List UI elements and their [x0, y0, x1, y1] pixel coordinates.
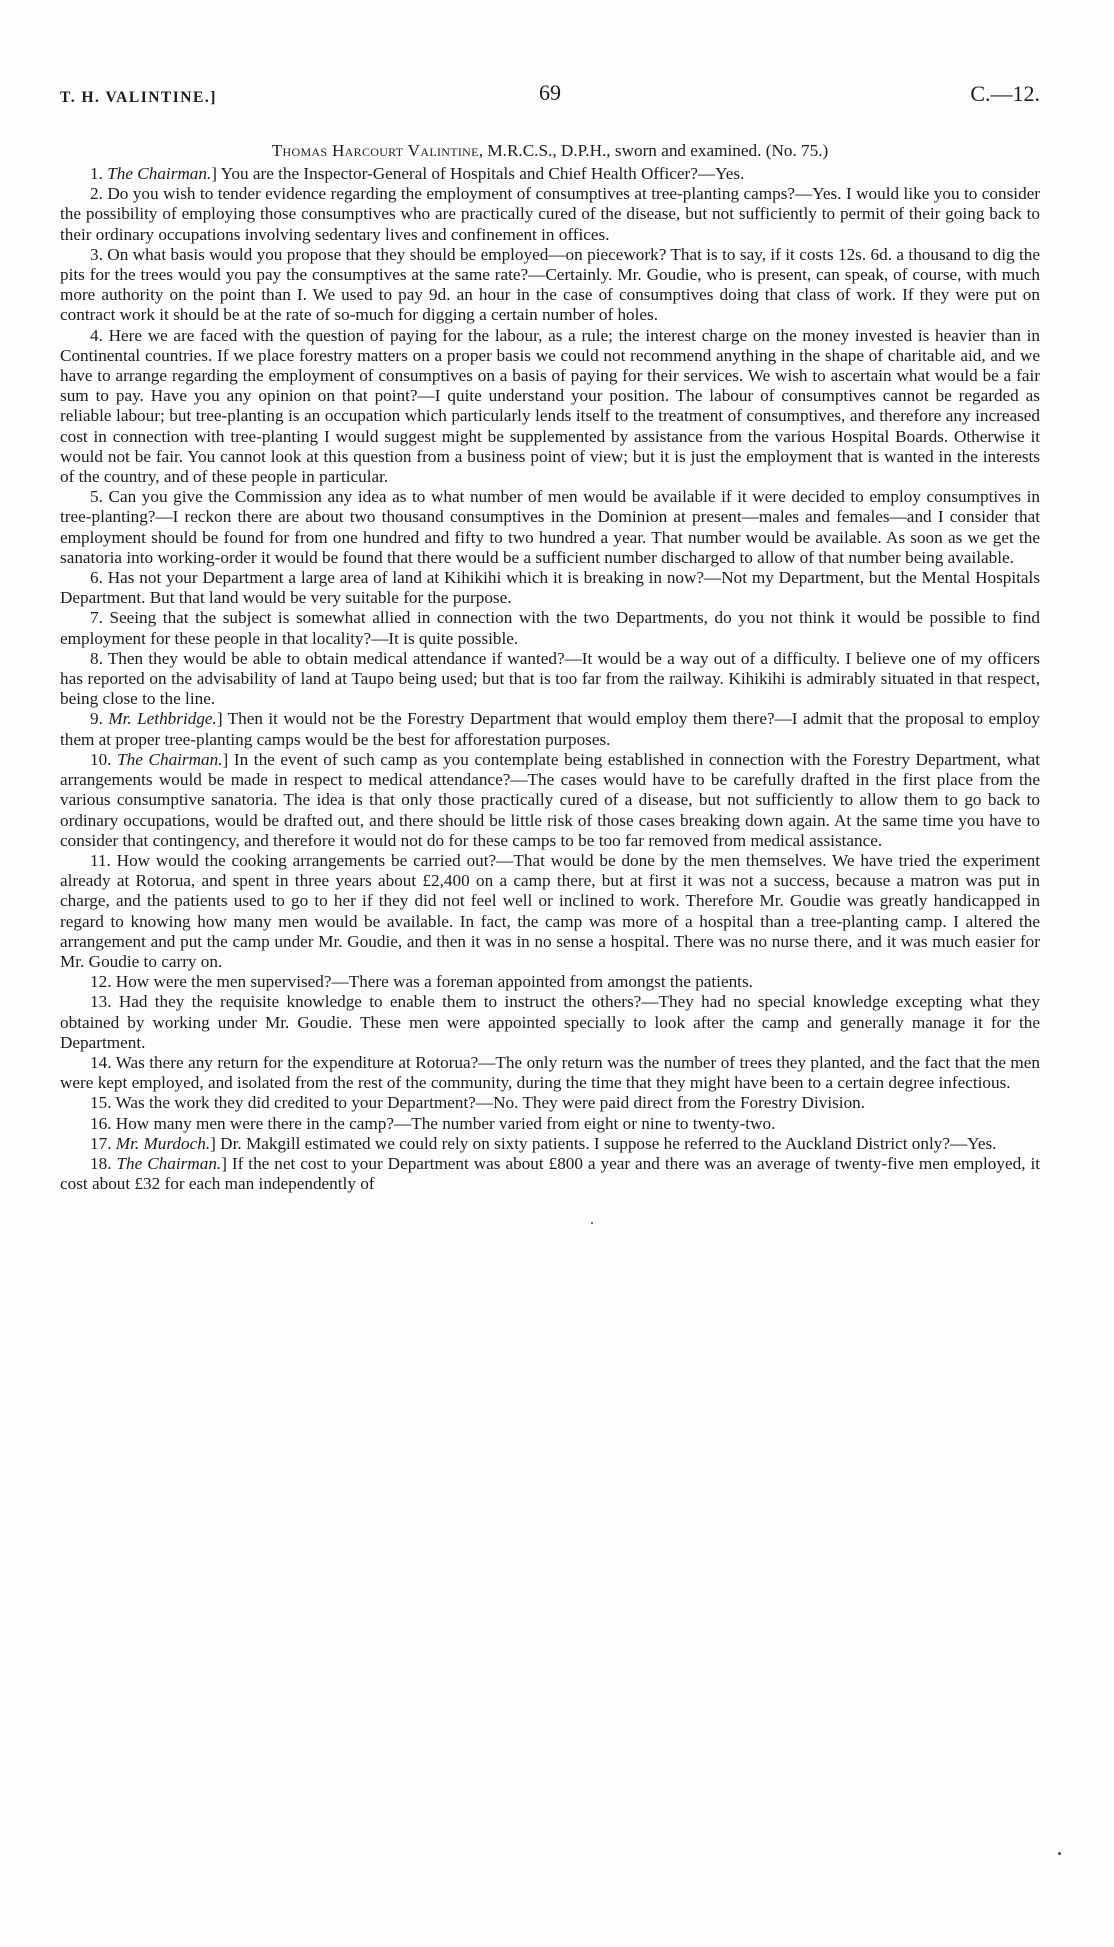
qa-text: ] If the net cost to your Department was about £800 a year and there was an average of twenty-five men employed, it cost about £32 for each man independently of — [60, 1153, 1041, 1194]
qa-text: Then they would be able to obtain medical attendance if wanted?—It would be a way out of a difficulty. I believe one of my officers has reported on the advisability of land at Taupo being used; but that is too far from the railway. Kihikihi is admirably situated in that respect, being close to the line. — [60, 648, 1040, 709]
qa-paragraph — [60, 649, 1040, 710]
qa-text: Can you give the Commission any idea as to what number of men would be available if it were decided to employ consumptives in tree-planting?—I reckon there are about two thousand consumptives in the Dominion at present—males and females—and I consider that employment should be found for from one hundred and fifty to two hundred a year. That number would be available. As soon as we get the sanatoria into working-order it would be found that there would be a sufficient number discharged to allow of that number being available. — [60, 487, 1041, 567]
scan-speck — [591, 1222, 593, 1224]
qa-text: On what basis would you propose that they should be employed—on piecework? That is to say, if it costs 12s. 6d. a thousand to dig the pits for the trees would you pay the consumptives at the same rate?—Certainly. Mr. Goudie, who is present, can speak, of course, with much more authority on the point than I. We used to pay 9d. an hour in the case of consumptives doing that class of work. If they were put on contract work it should be at the rate of so-much for digging a certain number of holes. — [60, 244, 1040, 325]
question-number: 8. — [90, 648, 103, 668]
qa-text: ] You are the Inspector-General of Hospitals and Chief Health Officer?—Yes. — [211, 164, 745, 183]
question-number: 13. — [90, 992, 112, 1012]
speaker-name: The Chairman. — [107, 164, 212, 183]
qa-paragraph — [60, 184, 1040, 245]
qa-text: Was the work they did credited to your Department?—No. They were paid direct from the Forestry Division. — [115, 1093, 866, 1113]
running-header — [60, 80, 1040, 114]
qa-paragraph — [60, 1154, 1040, 1194]
qa-text: Has not your Department a large area of land at Kihikihi which it is breaking in now?—Not my Department, but the Mental Hospitals Department. But that land would be very suitable for the purpose. — [60, 568, 1041, 608]
question-number: 5. — [90, 487, 103, 507]
qa-paragraph — [60, 992, 1040, 1053]
qa-text: How were the men supervised?—There was a foreman appointed from amongst the patients. — [115, 972, 753, 992]
question-number: 11. — [90, 850, 111, 870]
question-number: 1. — [90, 164, 103, 183]
qa-text: Was there any return for the expenditure at Rotorua?—The only return was the number of trees they planted, and the fact that the men were kept employed, and isolated from the rest of the community, during the time that they might have been to a certain degree infectious. — [60, 1052, 1040, 1093]
qa-paragraph — [60, 1134, 1040, 1154]
question-number: 12. — [90, 972, 112, 992]
question-number: 9. — [90, 709, 103, 729]
qa-paragraph — [60, 750, 1040, 851]
witness-credentials: , M.R.C.S., D.P.H., sworn and examined. — [478, 141, 762, 160]
scan-speck — [1058, 1852, 1061, 1855]
question-number: 16. — [90, 1113, 112, 1133]
question-number: 18. — [90, 1153, 112, 1173]
qa-paragraph — [60, 326, 1040, 488]
qa-text: ] In the event of such camp as you contemplate being established in connection with the Forestry Department, what arrangements would be made in respect to medical attendance?—The cases would have to be carefully drafted in the first place from the various consumptive sanatoria. The idea is that only those practically cured of a disease, but not sufficiently to allow them to go back to ordinary occupations, would be drafted out, and there should be little risk of those cases breaking down again. At the same time you have to consider that contingency, and therefore it would not do for these camps to be too far removed from medical assistance. — [60, 749, 1041, 850]
qa-text: How many men were there in the camp?—The number varied from eight or nine to twenty-two. — [115, 1113, 776, 1133]
header-witness-name: T. H. VALINTINE.] — [60, 89, 217, 106]
qa-paragraph — [60, 245, 1040, 326]
qa-text: ] Dr. Makgill estimated we could rely on sixty patients. I suppose he referred to the Auckland District only?—Yes. — [210, 1133, 997, 1153]
qa-paragraph — [60, 487, 1040, 568]
witness-number: (No. 75.) — [765, 141, 829, 160]
question-number: 7. — [90, 608, 103, 628]
qa-paragraph — [60, 164, 1040, 184]
speaker-name: The Chairman. — [117, 749, 223, 769]
qa-paragraph — [60, 972, 1040, 992]
qa-text: Had they the requisite knowledge to enable them to instruct the others?—They had no special knowledge excepting what they obtained by working under Mr. Goudie. These men were appointed specially to look after the camp and generally manage it for the Department. — [60, 992, 1040, 1052]
question-number: 17. — [90, 1133, 112, 1153]
qa-paragraph — [60, 1114, 1040, 1134]
question-number: 3. — [90, 244, 103, 264]
qa-paragraph — [60, 568, 1040, 608]
qa-text: Here we are faced with the question of paying for the labour, as a rule; the interest charge on the money invested is heavier than in Continental countries. If we place forestry matters on a proper basis we could not recommend anything in the shape of charitable aid, and we have to arrange regarding the employment of consumptives on a basis of paying for their services. We wish to ascertain what would be a fair sum to pay. Have you any opinion on that point?—I quite understand your position. The labour of consumptives cannot be regarded as reliable labour; but tree-planting is an occupation which particularly lends itself to the treatment of consumptives, and therefore any increased cost in connection with tree-planting I would suggest might be supplemented by assistance from the various Hospital Boards. Otherwise it would not be fair. You cannot look at this question from a business point of view; but it is just the employment that is wanted in the interests of the country, and of these people in particular. — [60, 325, 1040, 487]
qa-text: Do you wish to tender evidence regarding the employment of consumptives at tree-planting camps?—Yes. I would like you to consider the possibility of employing those consumptives who are practically cured of the disease, but not sufficiently to permit of their going back to their ordinary occupations involving sedentary lives and confinement in offices. — [60, 184, 1041, 244]
speaker-name: Mr. Murdoch. — [115, 1133, 211, 1153]
question-number: 2. — [90, 184, 103, 204]
qa-paragraph — [60, 1093, 1040, 1113]
document-reference: C.—12. — [970, 81, 1040, 106]
qa-paragraph — [60, 1053, 1040, 1093]
qa-paragraph — [60, 709, 1040, 749]
evidence-body — [60, 164, 1040, 1194]
qa-paragraph — [60, 608, 1040, 648]
qa-text: How would the cooking arrangements be carried out?—That would be done by the men themselves. We have tried the experiment already at Rotorua, and spent in three years about £2,400 on a camp there, but at first it was not a success, because a matron was put in charge, and the patients used to go to her if they did not feel well or inclined to work. Therefore Mr. Goudie was greatly handicapped in regard to knowing how many men would be available. In fact, the camp was more of a hospital than a tree-planting camp. I altered the arrangement and put the camp under Mr. Goudie, and then it was in no sense a hospital. There was no nurse there, and it was much easier for Mr. Goudie to carry on. — [60, 850, 1040, 971]
witness-heading — [60, 140, 1040, 162]
question-number: 6. — [90, 568, 103, 588]
question-number: 15. — [90, 1093, 112, 1113]
question-number: 10. — [90, 749, 112, 769]
witness-name: Thomas Harcourt Valintine — [271, 141, 479, 160]
speaker-name: The Chairman. — [116, 1153, 222, 1173]
qa-paragraph — [60, 851, 1040, 972]
speaker-name: Mr. Lethbridge. — [108, 709, 217, 729]
page-number: 69 — [539, 80, 561, 105]
qa-text: Seeing that the subject is somewhat allied in connection with the two Departments, do you not think it would be possible to find employment for these people in that locality?—It is quite possible. — [60, 608, 1040, 648]
qa-text: ] Then it would not be the Forestry Department that would employ them there?—I admit that the proposal to employ them at proper tree-planting camps would be the best for afforestation purposes. — [60, 709, 1040, 749]
question-number: 14. — [90, 1052, 112, 1072]
question-number: 4. — [90, 325, 103, 345]
